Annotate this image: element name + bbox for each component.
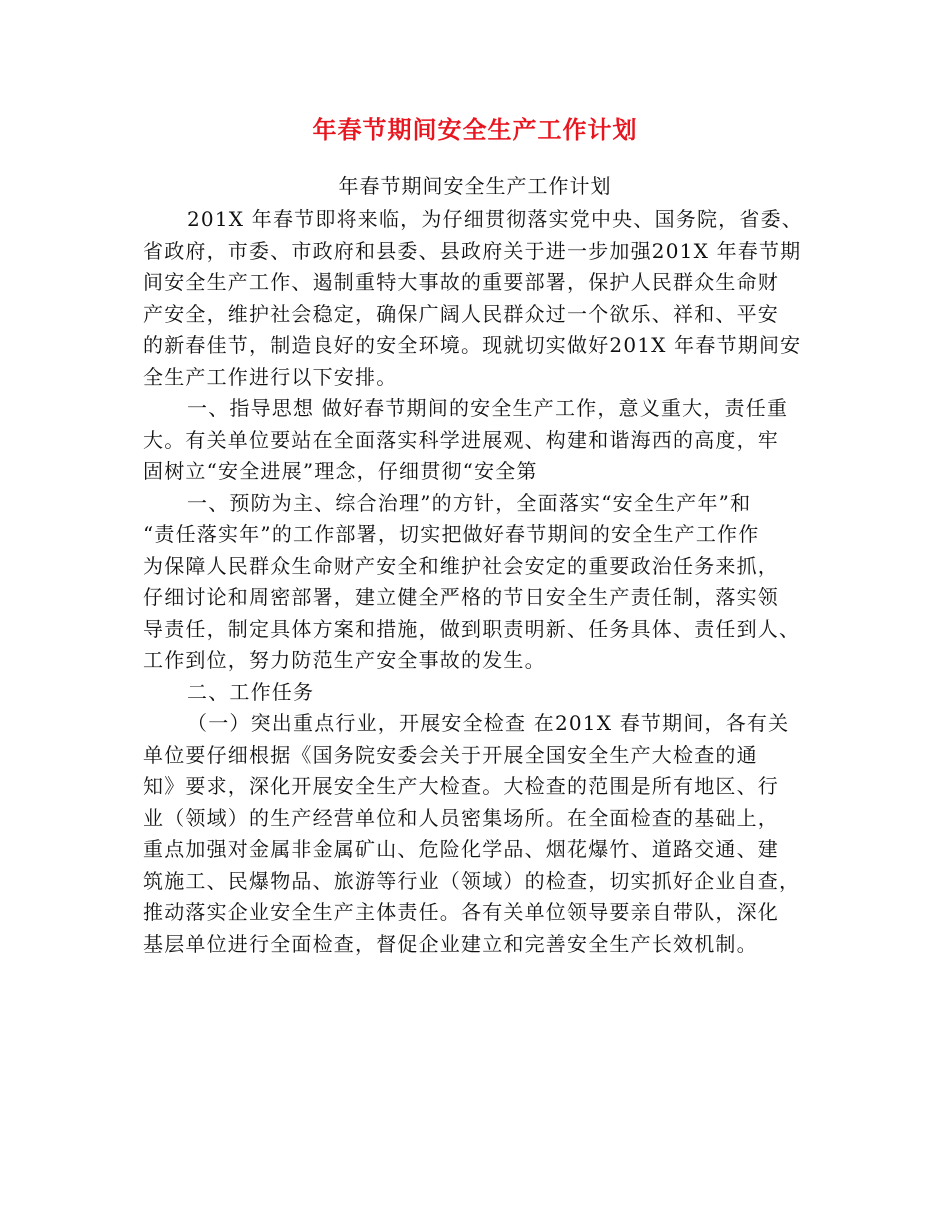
body-line: （一）突出重点行业，开展安全检查 在201X 春节期间，各有关 xyxy=(187,711,790,735)
body-line: 大。有关单位要站在全面落实科学进展观、构建和谐海西的高度，牢 xyxy=(143,427,779,452)
document-body xyxy=(143,204,808,960)
body-line: 推动落实企业安全生产主体责任。各有关单位领导要亲自带队，深化 xyxy=(143,900,779,924)
body-line: 工作到位，努力防范生产安全事故的发生。 xyxy=(143,648,546,672)
body-line: 单位要仔细根据《国务院安委会关于开展全国安全生产大检查的通 xyxy=(143,742,758,767)
body-line: 基层单位进行全面检查，督促企业建立和完善安全生产长效机制。 xyxy=(143,931,758,956)
body-line: 一、预防为主、综合治理”的方针，全面落实“安全生产年”和 xyxy=(187,490,752,515)
body-line: 全生产工作进行以下安排。 xyxy=(143,364,398,389)
body-line: 二、工作任务 xyxy=(187,679,315,704)
body-line: 筑施工、民爆物品、旅游等行业（领域）的检查，切实抓好企业自查， xyxy=(143,868,801,893)
body-line: 仔细讨论和周密部署，建立健全严格的节日安全生产责任制，落实领 xyxy=(143,585,779,609)
body-line: 固树立“安全进展”理念，仔细贯彻“安全第 xyxy=(143,459,538,483)
body-line: 知》要求，深化开展安全生产大检查。大检查的范围是所有地区、行 xyxy=(143,774,779,798)
body-line: 201X 年春节即将来临，为仔细贯彻落实党中央、国务院，省委、 xyxy=(187,207,803,231)
body-line: 导责任，制定具体方案和措施，做到职责明新、任务具体、责任到人、 xyxy=(143,616,801,641)
body-line: 间安全生产工作、遏制重特大事故的重要部署，保护人民群众生命财 xyxy=(143,270,779,294)
document-subtitle: 年春节期间安全生产工作计划 xyxy=(338,174,612,198)
body-line: 为保障人民群众生命财产安全和维护社会安定的重要政治任务来抓， xyxy=(143,553,779,578)
body-line: “责任落实年”的工作部署，切实把做好春节期间的安全生产工作作 xyxy=(143,522,760,546)
document-title: 年春节期间安全生产工作计划 xyxy=(312,115,638,144)
body-line: 重点加强对金属非金属矿山、危险化学品、烟花爆竹、道路交通、建 xyxy=(143,837,779,861)
body-line: 的新春佳节，制造良好的安全环境。现就切实做好201X 年春节期间安 xyxy=(143,333,802,357)
body-line: 一、指导思想 做好春节期间的安全生产工作，意义重大，责任重 xyxy=(187,396,789,420)
body-line: 省政府，市委、市政府和县委、县政府关于进一步加强201X 年春节期 xyxy=(143,238,802,263)
body-line: 业（领域）的生产经营单位和人员密集场所。在全面检查的基础上， xyxy=(143,805,779,830)
body-line: 产安全，维护社会稳定，确保广阔人民群众过一个欲乐、祥和、平安 xyxy=(143,301,779,326)
